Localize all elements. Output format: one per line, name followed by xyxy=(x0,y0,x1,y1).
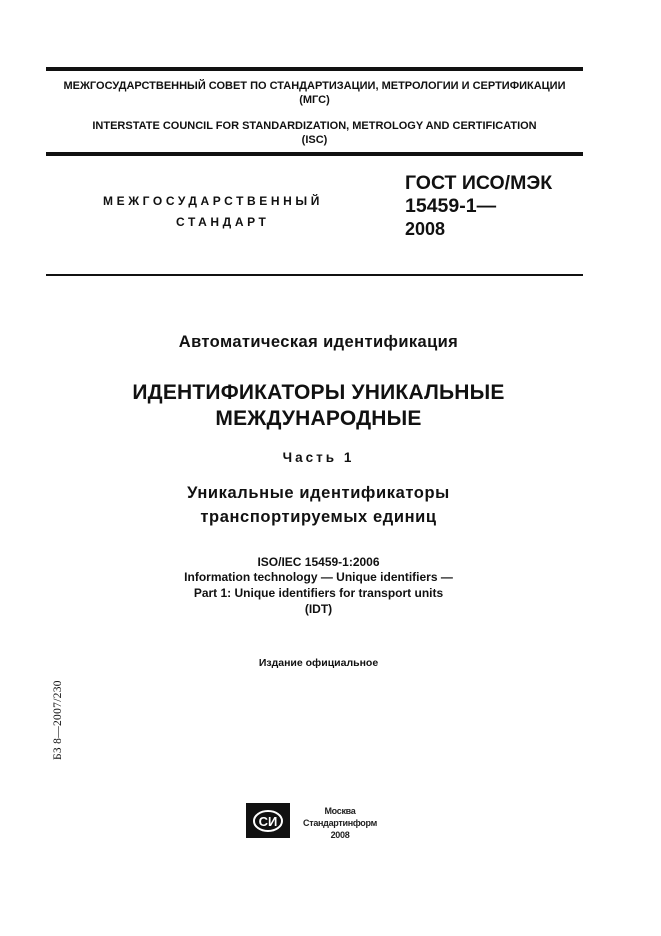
subtitle-line1: Уникальные идентификаторы xyxy=(187,484,450,502)
logo-text: СИ xyxy=(258,814,278,829)
publisher-city: Москва xyxy=(324,806,356,816)
council-en-name: INTERSTATE COUNCIL FOR STANDARDIZATION, METROLOGY AND CERTIFICATION xyxy=(92,120,537,132)
iso-title-line1: Information technology — Unique identifiers — xyxy=(184,570,453,584)
part-number: Часть 1 xyxy=(282,450,355,465)
council-ru-abbreviation: (МГС) xyxy=(299,94,330,106)
standard-number-line1: ГОСТ ИСО/МЭК xyxy=(405,172,553,194)
subtitle-line2: транспортируемых единиц xyxy=(200,508,437,526)
council-divider-rule xyxy=(46,152,583,156)
publisher-year: 2008 xyxy=(330,830,350,840)
side-code: БЗ 8—2007/230 xyxy=(52,680,64,760)
council-ru-name: МЕЖГОСУДАРСТВЕННЫЙ СОВЕТ ПО СТАНДАРТИЗАЦИИ, МЕТРОЛОГИИ И СЕРТИФИКАЦИИ xyxy=(63,80,566,92)
designation-divider-rule xyxy=(46,274,583,276)
council-en-abbreviation: (ISC) xyxy=(301,134,328,146)
title-group: Автоматическая идентификация xyxy=(178,333,459,351)
standard-kind-line2: СТАНДАРТ xyxy=(176,215,270,229)
standard-kind-line1: МЕЖГОСУДАРСТВЕННЫЙ xyxy=(103,194,323,208)
publisher-name: Стандартинформ xyxy=(303,818,377,828)
edition-note: Издание официальное xyxy=(258,657,379,669)
standartinform-logo xyxy=(246,803,290,838)
title-main-line1: ИДЕНТИФИКАТОРЫ УНИКАЛЬНЫЕ xyxy=(132,381,505,404)
iso-degree: (IDT) xyxy=(304,602,333,616)
iso-designation: ISO/IEC 15459-1:2006 xyxy=(257,555,380,569)
standard-number-line2: 15459-1— xyxy=(405,195,497,217)
iso-title-line2: Part 1: Unique identifiers for transport units xyxy=(193,586,444,600)
top-rule xyxy=(46,67,583,71)
title-main-line2: МЕЖДУНАРОДНЫЕ xyxy=(215,407,422,430)
publisher-imprint xyxy=(290,805,390,841)
standard-year: 2008 xyxy=(405,219,446,239)
